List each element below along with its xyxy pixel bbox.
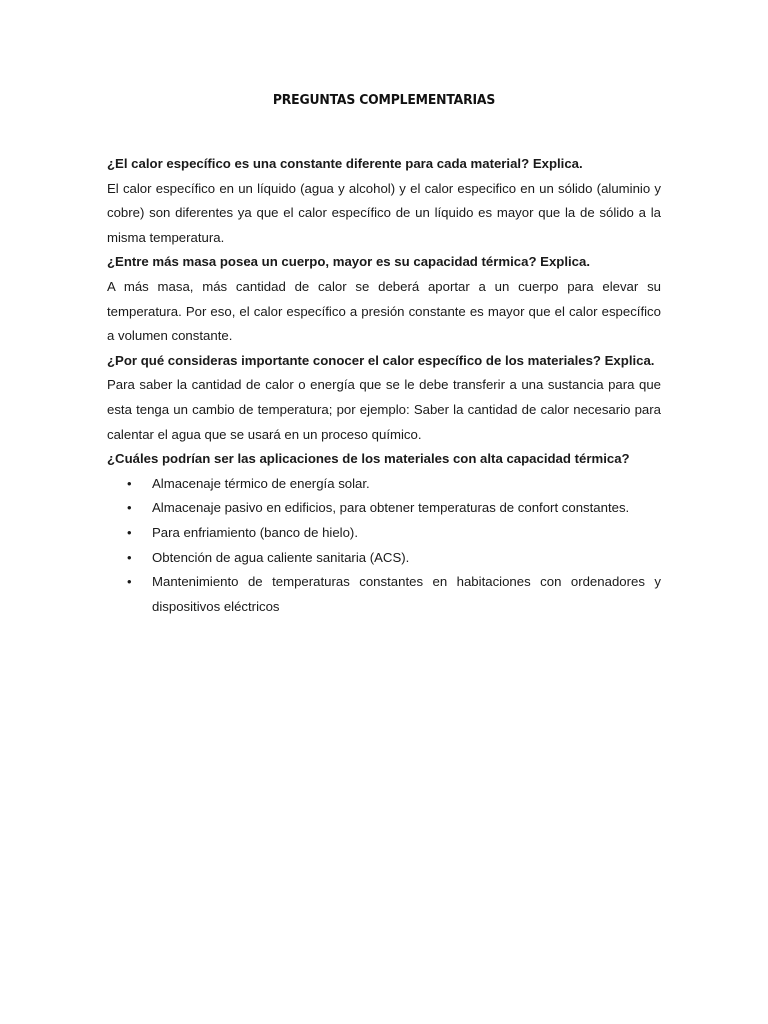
applications-list <box>107 472 661 620</box>
answer-2: A más masa, más cantidad de calor se deberá aportar a un cuerpo para elevar su temperatura. Por eso, el calor específico a presión constante es mayor que el calor específico a volumen constante. <box>107 278 661 344</box>
bullet-icon: • <box>127 524 132 540</box>
question-3: ¿Por qué consideras importante conocer el calor específico de los materiales? Explica. <box>107 352 655 368</box>
bullet-icon: • <box>127 549 132 565</box>
question-2: ¿Entre más masa posea un cuerpo, mayor es su capacidad térmica? Explica. <box>107 254 591 270</box>
list-item-text: Para enfriamiento (banco de hielo). <box>152 524 358 540</box>
document-body <box>107 152 661 619</box>
question-4: ¿Cuáles podrían ser las aplicaciones de los materiales con alta capacidad térmica? <box>107 451 630 467</box>
list-item-text: Mantenimiento de temperaturas constantes en habitaciones con ordenadores y dispositivos eléctricos <box>152 574 661 614</box>
question-1: ¿El calor específico es una constante diferente para cada material? Explica. <box>107 156 583 171</box>
bullet-icon: • <box>127 475 132 491</box>
bullet-icon: • <box>127 500 132 516</box>
list-item <box>107 472 661 497</box>
list-item <box>107 521 661 546</box>
list-item <box>107 546 661 571</box>
answer-1: El calor específico en un líquido (agua y alcohol) y el calor especifico en un sólido (aluminio y cobre) son diferentes ya que el calor específico de un líquido es mayor que la de sólido a la misma temperatura. <box>107 180 661 245</box>
list-item <box>107 496 661 521</box>
list-item-text: Almacenaje pasivo en edificios, para obtener temperaturas de confort constantes. <box>152 500 630 516</box>
bullet-icon: • <box>127 574 132 590</box>
page-title: PREGUNTAS COMPLEMENTARIAS <box>272 92 496 108</box>
list-item-text: Obtención de agua caliente sanitaria (ACS). <box>152 549 410 565</box>
list-item-text: Almacenaje térmico de energía solar. <box>152 475 370 491</box>
answer-3: Para saber la cantidad de calor o energía que se le debe transferir a una sustancia para que esta tenga un cambio de temperatura; por ejemplo: Saber la cantidad de calor necesario para calentar el agua que se usará en un proceso químico. <box>107 377 661 442</box>
list-item <box>107 570 661 619</box>
